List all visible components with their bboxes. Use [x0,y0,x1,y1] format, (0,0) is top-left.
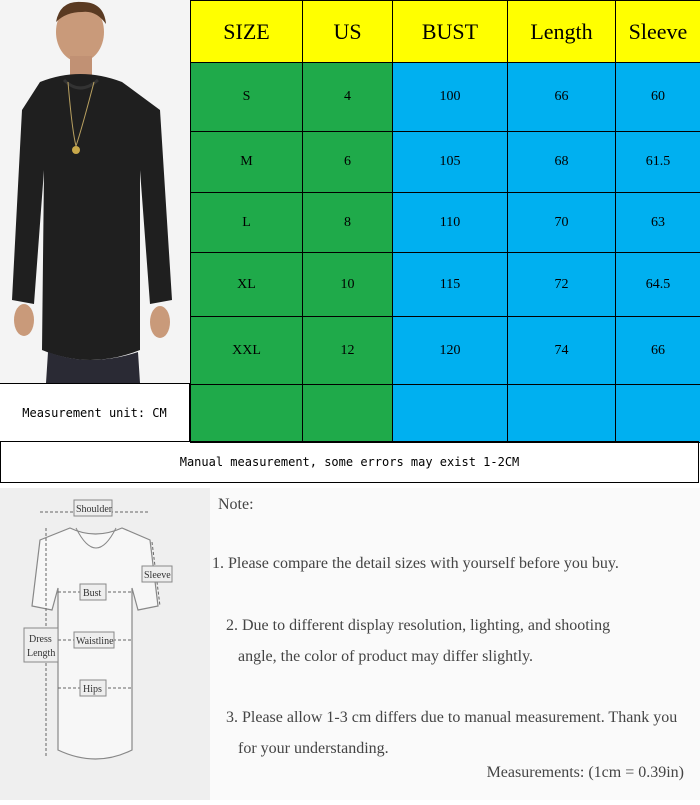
measurement-unit-label: Measurement unit: CM [0,383,190,441]
diagram-label-dress: Dress [29,634,52,645]
table-row [191,193,700,253]
cell-bust: 110 [393,193,508,253]
measurement-diagram [0,488,210,800]
table-row-empty [191,385,700,443]
note-item-1-text: 1. Please compare the detail sizes with yourself before you buy. [210,555,619,572]
header-length: Length [508,1,616,63]
manual-measurement-note: Manual measurement, some errors may exist 1-2CM [0,441,699,483]
table-row [191,63,700,132]
table-row [191,132,700,193]
diagram-label-sleeve: Sleeve [144,570,171,581]
cell-us: 8 [303,193,393,253]
cell-empty [508,385,616,443]
cell-empty [616,385,700,443]
table-row [191,253,700,317]
note-item-3 [210,702,690,764]
cell-us: 10 [303,253,393,317]
note-item-2-num: 2. [210,610,238,641]
header-sleeve: Sleeve [616,1,700,63]
note-title: Note: [218,496,254,514]
note-item-2-line2: angle, the color of product may differ slightly. [210,648,533,665]
diagram-label-bust: Bust [83,588,102,599]
note-item-2-line1: Due to different display resolution, lighting, and shooting [242,617,610,634]
diagram-label-length: Length [27,648,55,659]
cell-empty [191,385,303,443]
cell-sleeve: 66 [616,317,700,385]
cell-us: 6 [303,132,393,193]
cell-size: XXL [191,317,303,385]
cell-sleeve: 64.5 [616,253,700,317]
diagram-label-hips: Hips [83,684,102,695]
measurements-conversion: Measurements: (1cm = 0.39in) [487,764,684,782]
size-table [190,0,700,443]
note-item-3-line1: Please allow 1-3 cm differs due to manual measurement. Thank you [242,709,677,726]
cell-empty [303,385,393,443]
cell-bust: 120 [393,317,508,385]
shirt-diagram-icon [0,488,210,800]
cell-length: 66 [508,63,616,132]
header-us: US [303,1,393,63]
cell-length: 68 [508,132,616,193]
notes-panel [210,488,700,800]
cell-size: L [191,193,303,253]
cell-size: S [191,63,303,132]
note-item-3-num: 3. [210,702,238,733]
cell-length: 72 [508,253,616,317]
note-item-3-line2: for your understanding. [210,740,389,757]
cell-size: M [191,132,303,193]
cell-length: 70 [508,193,616,253]
shirt-model-image [0,0,190,383]
cell-bust: 115 [393,253,508,317]
cell-size: XL [191,253,303,317]
header-bust: BUST [393,1,508,63]
cell-us: 12 [303,317,393,385]
cell-empty [393,385,508,443]
cell-sleeve: 63 [616,193,700,253]
cell-us: 4 [303,63,393,132]
cell-bust: 105 [393,132,508,193]
cell-sleeve: 60 [616,63,700,132]
product-photo [0,0,191,383]
note-item-1 [210,548,690,579]
note-item-2 [210,610,690,672]
notes-section [0,488,700,800]
table-row [191,317,700,385]
table-header-row [191,1,700,63]
header-size: SIZE [191,1,303,63]
cell-length: 74 [508,317,616,385]
diagram-label-waistline: Waistline [76,636,114,647]
cell-sleeve: 61.5 [616,132,700,193]
diagram-label-shoulder: Shoulder [76,504,113,515]
cell-bust: 100 [393,63,508,132]
